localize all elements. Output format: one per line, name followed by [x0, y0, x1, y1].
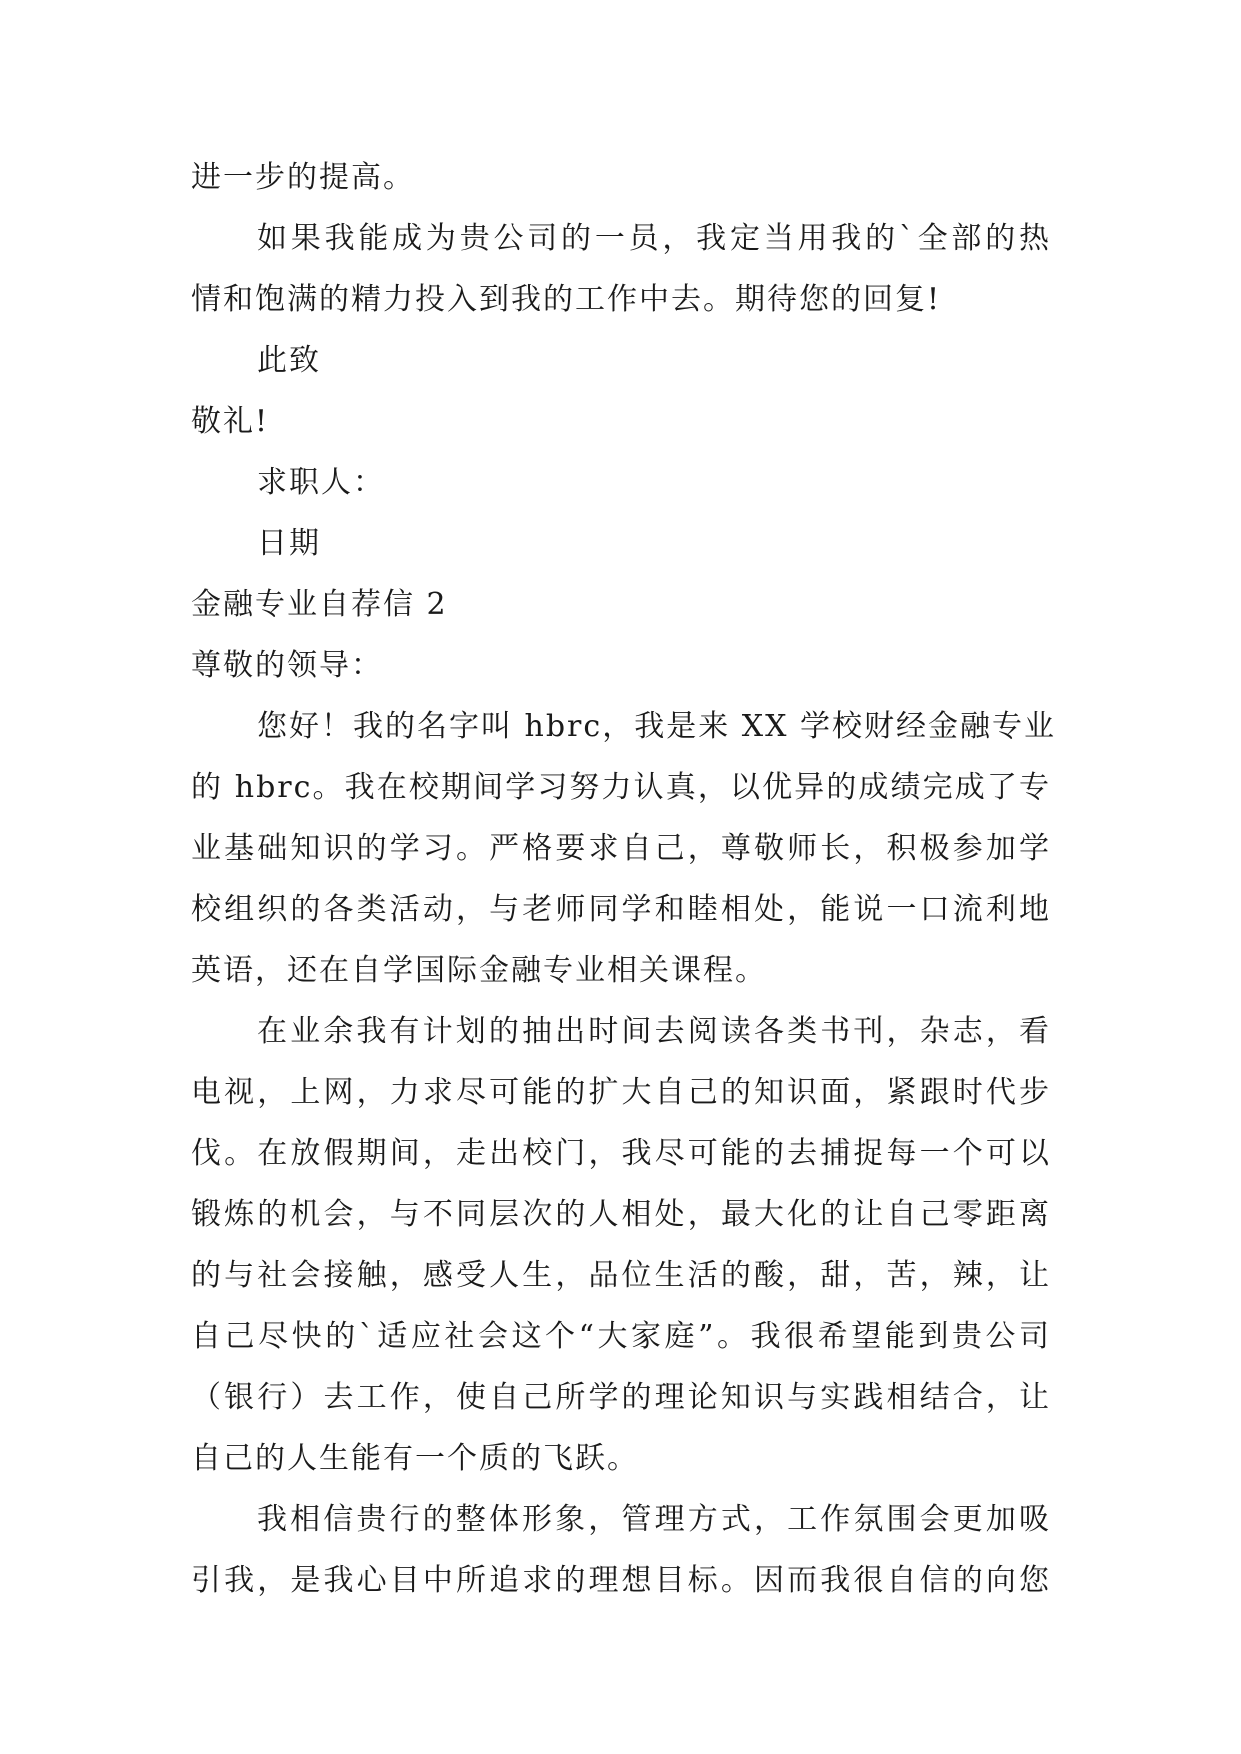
text-line: 锻炼的机会，与不同层次的人相处，最大化的让自己零距离 — [191, 1197, 1051, 1232]
text-line: 我相信贵行的整体形象，管理方式，工作氛围会更加吸 — [257, 1502, 1051, 1537]
text-line: 您好！我的名字叫 hbrc，我是来 XX 学校财经金融专业 — [257, 709, 1056, 744]
text-line: 电视，上网，力求尽可能的扩大自己的知识面，紧跟时代步 — [191, 1075, 1051, 1110]
document-page — [191, 158, 1056, 1622]
text-line: 如果我能成为贵公司的一员，我定当用我的`全部的热 — [257, 221, 1051, 256]
text-line: 引我，是我心目中所追求的理想目标。因而我很自信的向您 — [191, 1563, 1051, 1598]
greeting: 尊敬的领导： — [191, 648, 383, 683]
text-line: 英语，还在自学国际金融专业相关课程。 — [191, 953, 767, 988]
text-line: 的 hbrc。我在校期间学习努力认真，以优异的成绩完成了专 — [191, 770, 1051, 805]
text-line: 情和饱满的精力投入到我的工作中去。期待您的回复! — [191, 282, 942, 317]
text-line: 校组织的各类活动，与老师同学和睦相处，能说一口流利地 — [191, 892, 1051, 927]
text-line: 业基础知识的学习。严格要求自己，尊敬师长，积极参加学 — [191, 831, 1051, 866]
applicant-label: 求职人： — [257, 465, 385, 500]
text-line: 在业余我有计划的抽出时间去阅读各类书刊，杂志，看 — [257, 1014, 1051, 1049]
text-line: 伐。在放假期间，走出校门，我尽可能的去捕捉每一个可以 — [191, 1136, 1051, 1171]
text-line: 进一步的提高。 — [191, 160, 415, 195]
date-label: 日期 — [257, 526, 321, 561]
text-line: 的与社会接触，感受人生，品位生活的酸，甜，苦，辣，让 — [191, 1258, 1051, 1293]
closing-salutation: 此致 — [257, 343, 321, 378]
closing-regards: 敬礼! — [191, 404, 270, 439]
text-line: 自己尽快的`适应社会这个“大家庭”。我很希望能到贵公司 — [191, 1319, 1051, 1354]
section-title: 金融专业自荐信 2 — [191, 587, 448, 622]
text-line: （银行）去工作，使自己所学的理论知识与实践相结合，让 — [191, 1380, 1051, 1415]
text-line: 自己的人生能有一个质的飞跃。 — [191, 1441, 639, 1476]
